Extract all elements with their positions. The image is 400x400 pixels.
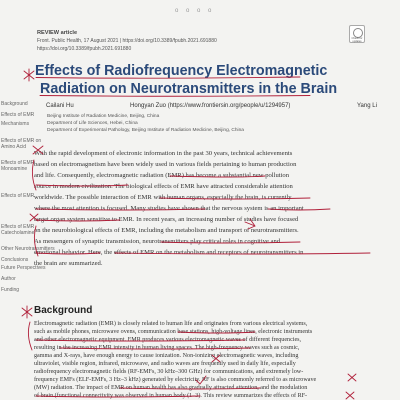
margin-bracket [28,322,32,350]
sidebar-item-future-perspectives[interactable]: Future Perspectives [1,265,46,271]
sidebar-item-effects-5[interactable]: Effects of EMR [1,224,35,230]
affiliation-2: Department of Life Sciences, Hebei, China [47,121,138,126]
sidebar-item-author[interactable]: Author [1,276,16,282]
sidebar-item-background[interactable]: Background [1,101,28,107]
badge-label: Check for updates [351,37,363,43]
article-title-line-1: Effects of Radiofrequency Electromagnetic [35,63,328,79]
sidebar-item-other-neurotransmitters[interactable]: Other Neurotransmitters [1,246,55,252]
background-line: resulting in the increasing EMR intensity in human living spaces. The high-frequency waves such as cosmic, [34,345,300,351]
page-indicator-dots: o o o o [175,8,215,14]
asterisk-mark [346,392,354,399]
check-for-updates-badge[interactable] [349,25,365,43]
abstract-line: source in modern civilization. The biological effects of EMR have attracted considerable attention [34,183,293,190]
sidebar-item-effects-1[interactable]: Effects of EMR [1,112,35,118]
abstract-line: the brain are summarized. [34,260,103,267]
author-1[interactable]: Cailani Hu [46,103,74,109]
background-line: (MW) radiation. The impact of EMR on human health has also gradually attracted attention, and the modulation [34,385,308,391]
abstract-line: emotional behavior. Here, the effects of EMR on the metabolism and receptors of neurotransmitters in [34,249,304,256]
abstract-line: where the most attention is focused. Many studies have shown that the nervous system is an important [34,205,304,212]
background-line: gamma and X-rays, have enough energy to cause ionization. Non-ionizing electromagnetic waves, including [34,353,299,359]
background-line: radiofrequency electromagnetic fields (RF-EMFs, 30 kHz–300 GHz) for communications, and extremely low- [34,369,304,375]
background-line: ultraviolet, visible region, infrared, microwave, and radio waves are frequently used in daily life, especially [34,361,296,367]
sidebar-item-effects-2[interactable]: Effects of EMR on [1,138,42,144]
abstract-line: based on electromagnetism have been widely used in various fields pertaining to human production [34,161,297,168]
background-line: and other electromagnetic equipment. EMR produces various electromagnetic waves of different frequencies, [34,337,302,343]
affiliation-3: Department of Experimental Pathology, Beijing Institute of Radiation Medicine, Beijing, China [47,128,244,133]
abstract-line: and life. Consequently, electromagnetic radiation (EMR) has become a substantial new pollution [34,172,290,179]
section-heading-background: Background [34,305,93,316]
sidebar-item-conclusions[interactable]: Conclusions [1,257,29,263]
article-title-line-2: Radiation on Neurotransmitters in the Brain [40,81,338,97]
sidebar-item-monoamine[interactable]: Monoamine [1,166,28,172]
sidebar-item-effects-4[interactable]: Effects of EMR [1,193,35,199]
abstract-line: on the neurobiological effects of EMR, including the metabolism and transport of neurotransmitters. [34,227,299,234]
affiliation-1: Beijing Institute of Radiation Medicine, Beijing, China [47,114,160,119]
abstract-line: target organ system sensitive to EMR. In recent years, an increasing number of studies have focused [34,216,299,223]
sidebar-item-mechanisms[interactable]: Mechanisms [1,121,30,127]
sidebar-item-catecholamine[interactable]: Catecholamine [1,230,35,236]
article-type-label: REVIEW article [37,30,78,36]
background-line: such as mobile phones, microwave ovens, communication base stations, high-voltage lines, electronic instruments [34,329,313,335]
abstract-line: With the rapid development of electronic information in the past 30 years, technical achievements [34,150,293,157]
background-line: Electromagnetic radiation (EMR) is closely related to human life and originates from various electrical systems, [34,321,308,327]
asterisk-mark [348,374,356,381]
asterisk-mark [22,306,32,318]
sidebar-item-effects-3[interactable]: Effects of EMR [1,160,35,166]
doi-link[interactable]: https://doi.org/10.3389/fpubh.2021.691880 [37,46,132,52]
sidebar-item-funding[interactable]: Funding [1,287,20,293]
background-line: of brain (functional connectivity was observed in human body (1–3). This review summarizes the effects of RF- [34,393,308,399]
asterisk-mark [24,69,34,81]
abstract-line: worldwide. The possible interaction of EMR with human organs, especially the brain, is currently [34,194,292,201]
abstract-line: As messengers of synaptic transmission, neurotransmitters play critical roles in cognitive and [34,238,281,245]
author-3[interactable]: Yang Li [357,103,377,109]
background-line: frequency EMFs (ELF-EMFs, 3 Hz–3 kHz) generated by electricity. RF is also commonly referred to as microwave [34,377,317,383]
author-2[interactable]: Hongyan Zuo (https://www.frontiersin.org/people/u/1294957) [130,103,291,109]
sidebar-item-amino-acid[interactable]: Amino Acid [1,144,27,150]
journal-citation[interactable]: Front. Public Health, 17 August 2021 | https://doi.org/10.3389/fpubh.2021.691880 [37,38,217,44]
